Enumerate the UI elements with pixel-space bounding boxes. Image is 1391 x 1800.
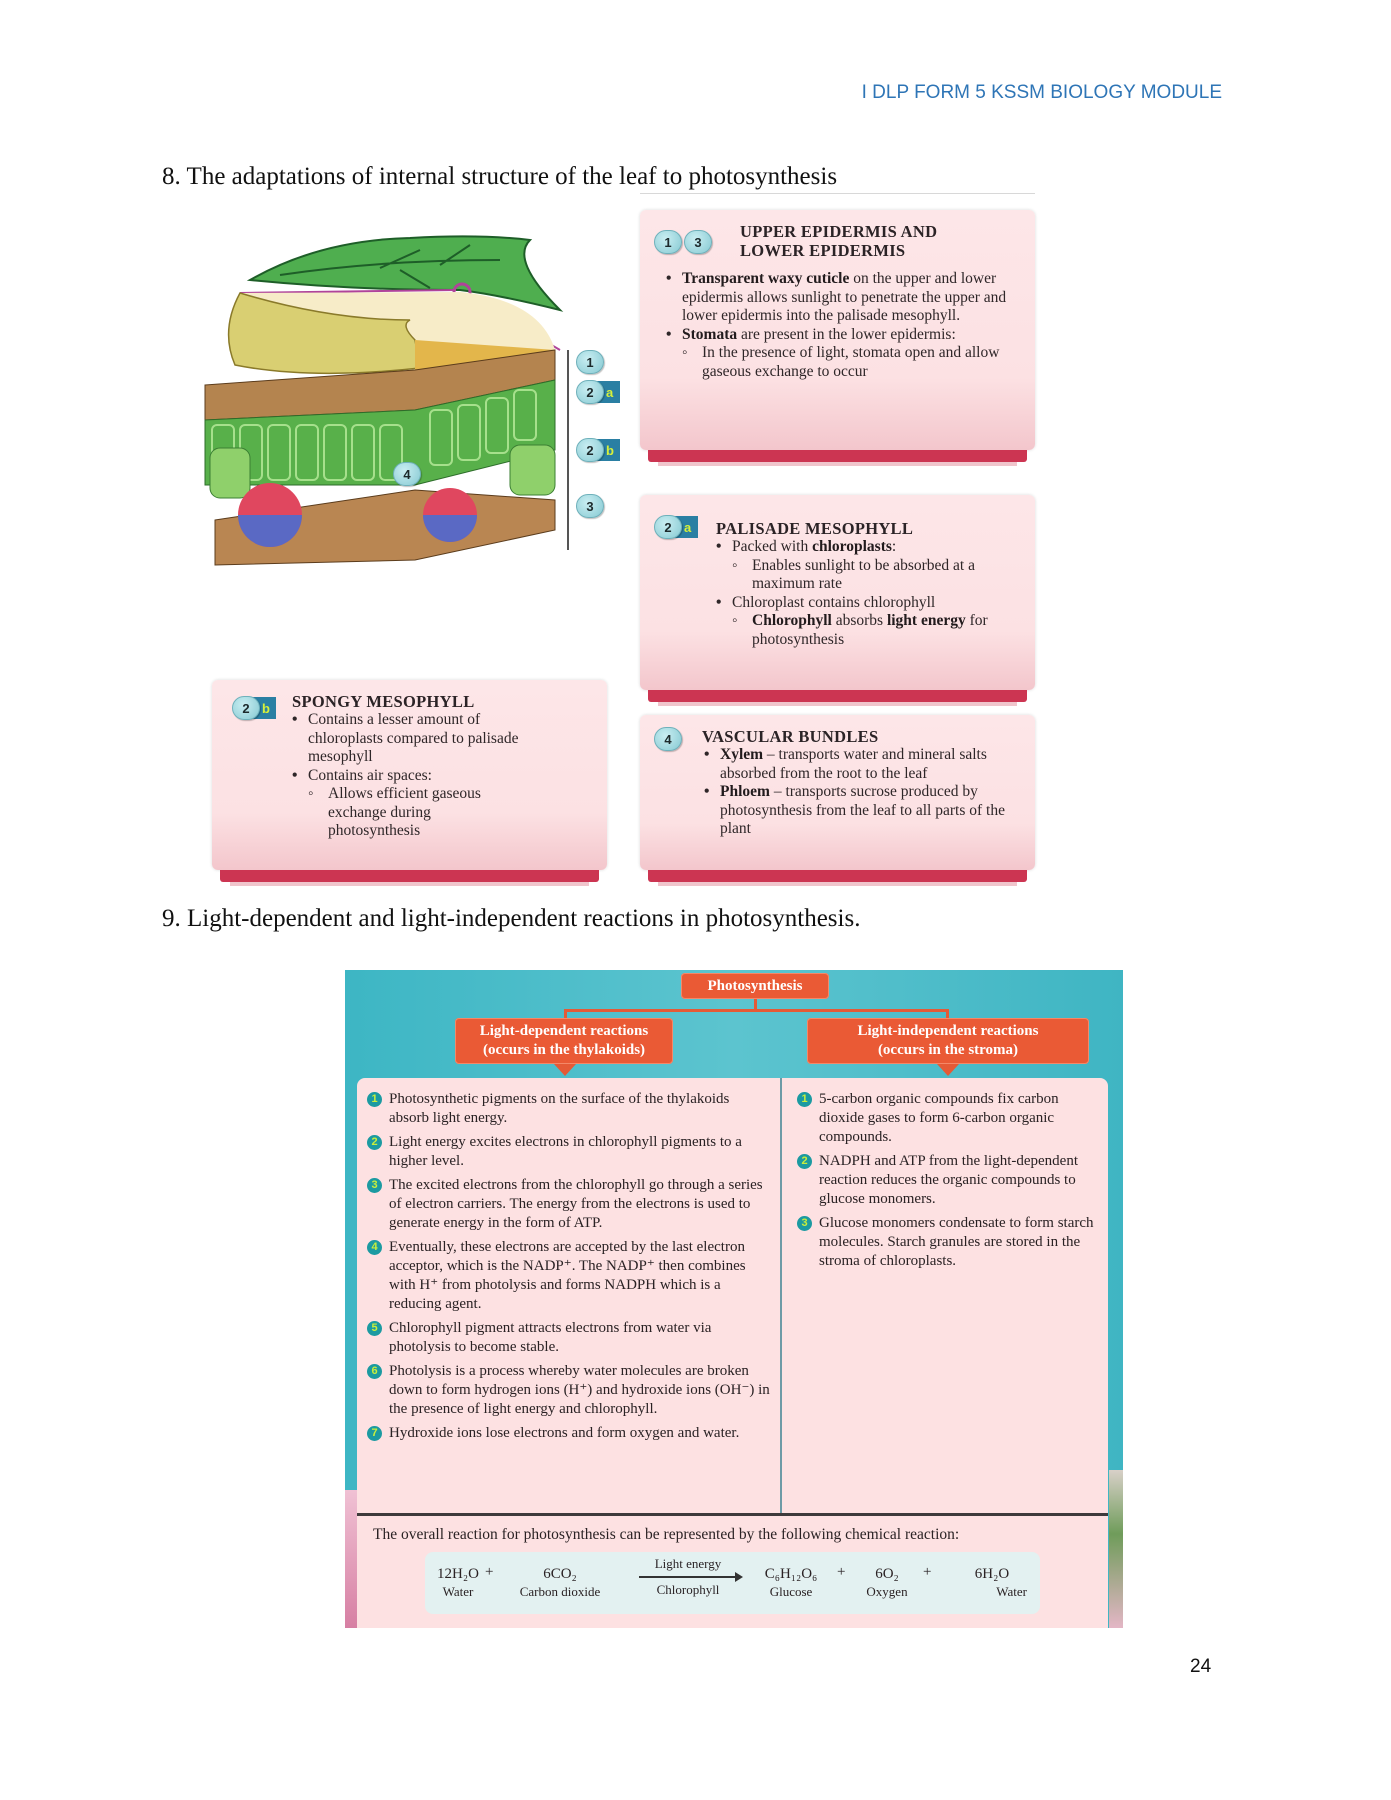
list-item: • Contains air spaces: bbox=[290, 767, 555, 786]
light-dependent-box: Light-dependent reactions (occurs in the thylakoids) bbox=[455, 1018, 673, 1064]
list-subitem: ◦ Chlorophyll absorbs light energy for photosynthesis bbox=[714, 612, 1029, 649]
card-accent-bar bbox=[648, 870, 1027, 882]
card-accent-shadow bbox=[658, 702, 1017, 706]
epidermis-list bbox=[664, 270, 1024, 381]
overall-reaction-section bbox=[357, 1513, 1108, 1628]
light-independent-box: Light-independent reactions (occurs in the stroma) bbox=[807, 1018, 1089, 1064]
list-item: • Packed with chloroplasts: bbox=[714, 538, 1029, 557]
list-subitem: ◦ In the presence of light, stomata open and allow gaseous exchange to occur bbox=[664, 344, 1024, 381]
light-independent-steps bbox=[797, 1090, 1102, 1276]
flower-decoration bbox=[1109, 1470, 1123, 1628]
chemical-equation bbox=[425, 1552, 1040, 1614]
list-item: • Contains a lesser amount of chloroplasts compared to palisade mesophyll bbox=[290, 711, 555, 767]
leaf-structure-icon bbox=[200, 220, 640, 570]
badge-4: 4 bbox=[654, 727, 682, 751]
step-item: 2 NADPH and ATP from the light-dependent reaction reduces the organic compounds to glucose monomers. bbox=[797, 1152, 1102, 1209]
arrow-right-icon bbox=[639, 1576, 737, 1578]
connector-line bbox=[564, 1009, 948, 1012]
photosynthesis-root-box: Photosynthesis bbox=[681, 973, 829, 999]
card-accent-bar bbox=[648, 450, 1027, 462]
product-glucose: C₆H₁₂O₆ Glucose bbox=[764, 1566, 818, 1599]
label-3: 3 bbox=[576, 494, 604, 518]
step-item: 3 The excited electrons from the chlorophyll go through a series of electron carriers. The energy from the electrons is used to generate energy in the form of ATP. bbox=[367, 1176, 772, 1233]
arrow-down-icon bbox=[937, 1064, 959, 1076]
overall-reaction-text: The overall reaction for photosynthesis can be represented by the following chemical reaction: bbox=[373, 1526, 960, 1543]
card-epidermis bbox=[640, 210, 1035, 450]
label-1: 1 bbox=[576, 350, 604, 374]
reactant-water: 12H₂O Water bbox=[437, 1566, 479, 1599]
light-dependent-panel bbox=[357, 1078, 782, 1513]
badge-2a: 2 a bbox=[654, 515, 698, 539]
card-vascular-title: VASCULAR BUNDLES bbox=[702, 727, 879, 746]
photosynthesis-diagram bbox=[345, 970, 1123, 1628]
card-spongy-mesophyll bbox=[212, 680, 607, 870]
product-water: 6H₂O Water bbox=[974, 1566, 1027, 1599]
badge-2b: 2 b bbox=[232, 696, 276, 720]
card-spongy-title: SPONGY MESOPHYLL bbox=[292, 692, 475, 711]
badge-1: 1 bbox=[654, 230, 682, 254]
plus-sign: + bbox=[923, 1564, 932, 1580]
arrow-down-icon bbox=[554, 1064, 576, 1076]
list-item: • Stomata are present in the lower epidermis: bbox=[664, 326, 1024, 345]
section-8-title: 8. The adaptations of internal structure of the leaf to photosynthesis bbox=[162, 163, 838, 190]
step-item: 1 Photosynthetic pigments on the surface of the thylakoids absorb light energy. bbox=[367, 1090, 772, 1128]
badge-3: 3 bbox=[684, 230, 712, 254]
step-item: 1 5-carbon organic compounds fix carbon dioxide gases to form 6-carbon organic compounds. bbox=[797, 1090, 1102, 1147]
card-accent-shadow bbox=[658, 882, 1017, 886]
document-header: I DLP FORM 5 KSSM BIOLOGY MODULE bbox=[861, 82, 1222, 103]
product-oxygen: 6O₂ Oxygen bbox=[866, 1566, 908, 1599]
plus-sign: + bbox=[837, 1564, 846, 1580]
card-epidermis-title: UPPER EPIDERMIS AND LOWER EPIDERMIS bbox=[740, 222, 938, 260]
card-palisade-mesophyll bbox=[640, 495, 1035, 690]
card-accent-bar bbox=[648, 690, 1027, 702]
spongy-list bbox=[290, 711, 555, 841]
list-subitem: ◦ Enables sunlight to be absorbed at a maximum rate bbox=[714, 557, 1029, 594]
step-item: 4 Eventually, these electrons are accepted by the last electron acceptor, which is the NADP⁺. The NADP⁺ then combines with H⁺ from photolysis and forms NADPH which is a reducing agent. bbox=[367, 1238, 772, 1314]
step-item: 7 Hydroxide ions lose electrons and form oxygen and water. bbox=[367, 1424, 772, 1443]
card-accent-bar bbox=[220, 870, 599, 882]
reactant-co2: 6CO₂ Carbon dioxide bbox=[519, 1566, 601, 1599]
card-vascular-bundles bbox=[640, 715, 1035, 870]
label-4: 4 bbox=[393, 462, 421, 486]
list-item: • Phloem – transports sucrose produced by photosynthesis from the leaf to all parts of the plant bbox=[702, 783, 1027, 839]
step-item: 5 Chlorophyll pigment attracts electrons from water via photolysis to become stable. bbox=[367, 1319, 772, 1357]
step-item: 6 Photolysis is a process whereby water molecules are broken down to form hydrogen ions (H⁺) and hydroxide ions (OH⁻) in the presence of light energy and chlorophyll. bbox=[367, 1362, 772, 1419]
leaf-cross-section-illustration bbox=[200, 220, 640, 570]
label-2b: 2 b bbox=[576, 438, 620, 462]
step-item: 3 Glucose monomers condensate to form starch molecules. Starch granules are stored in the stroma of chloroplasts. bbox=[797, 1214, 1102, 1271]
step-item: 2 Light energy excites electrons in chlorophyll pigments to a higher level. bbox=[367, 1133, 772, 1171]
light-dependent-steps bbox=[367, 1090, 772, 1448]
light-independent-panel bbox=[782, 1078, 1108, 1513]
list-subitem: ◦ Allows efficient gaseous exchange during photosynthesis bbox=[290, 785, 520, 841]
label-2a: 2 a bbox=[576, 380, 620, 404]
vascular-list bbox=[702, 746, 1027, 839]
list-item: • Chloroplast contains chlorophyll bbox=[714, 594, 1029, 613]
list-item: • Transparent waxy cuticle on the upper and lower epidermis allows sunlight to penetrate the upper and lower epidermis into the palisade mesophyll. bbox=[664, 270, 1024, 326]
section-9-title: 9. Light-dependent and light-independent reactions in photosynthesis. bbox=[162, 905, 861, 932]
card-accent-shadow bbox=[658, 462, 1017, 466]
card-palisade-title: PALISADE MESOPHYLL bbox=[716, 519, 914, 538]
plus-sign: + bbox=[485, 1564, 494, 1580]
divider bbox=[640, 193, 1035, 194]
card-accent-shadow bbox=[230, 882, 589, 886]
list-item: • Xylem – transports water and mineral salts absorbed from the root to the leaf bbox=[702, 746, 1027, 783]
reaction-arrow: Light energy Chlorophyll bbox=[633, 1552, 743, 1598]
page-number: 24 bbox=[1190, 1656, 1212, 1677]
palisade-list bbox=[714, 538, 1029, 649]
